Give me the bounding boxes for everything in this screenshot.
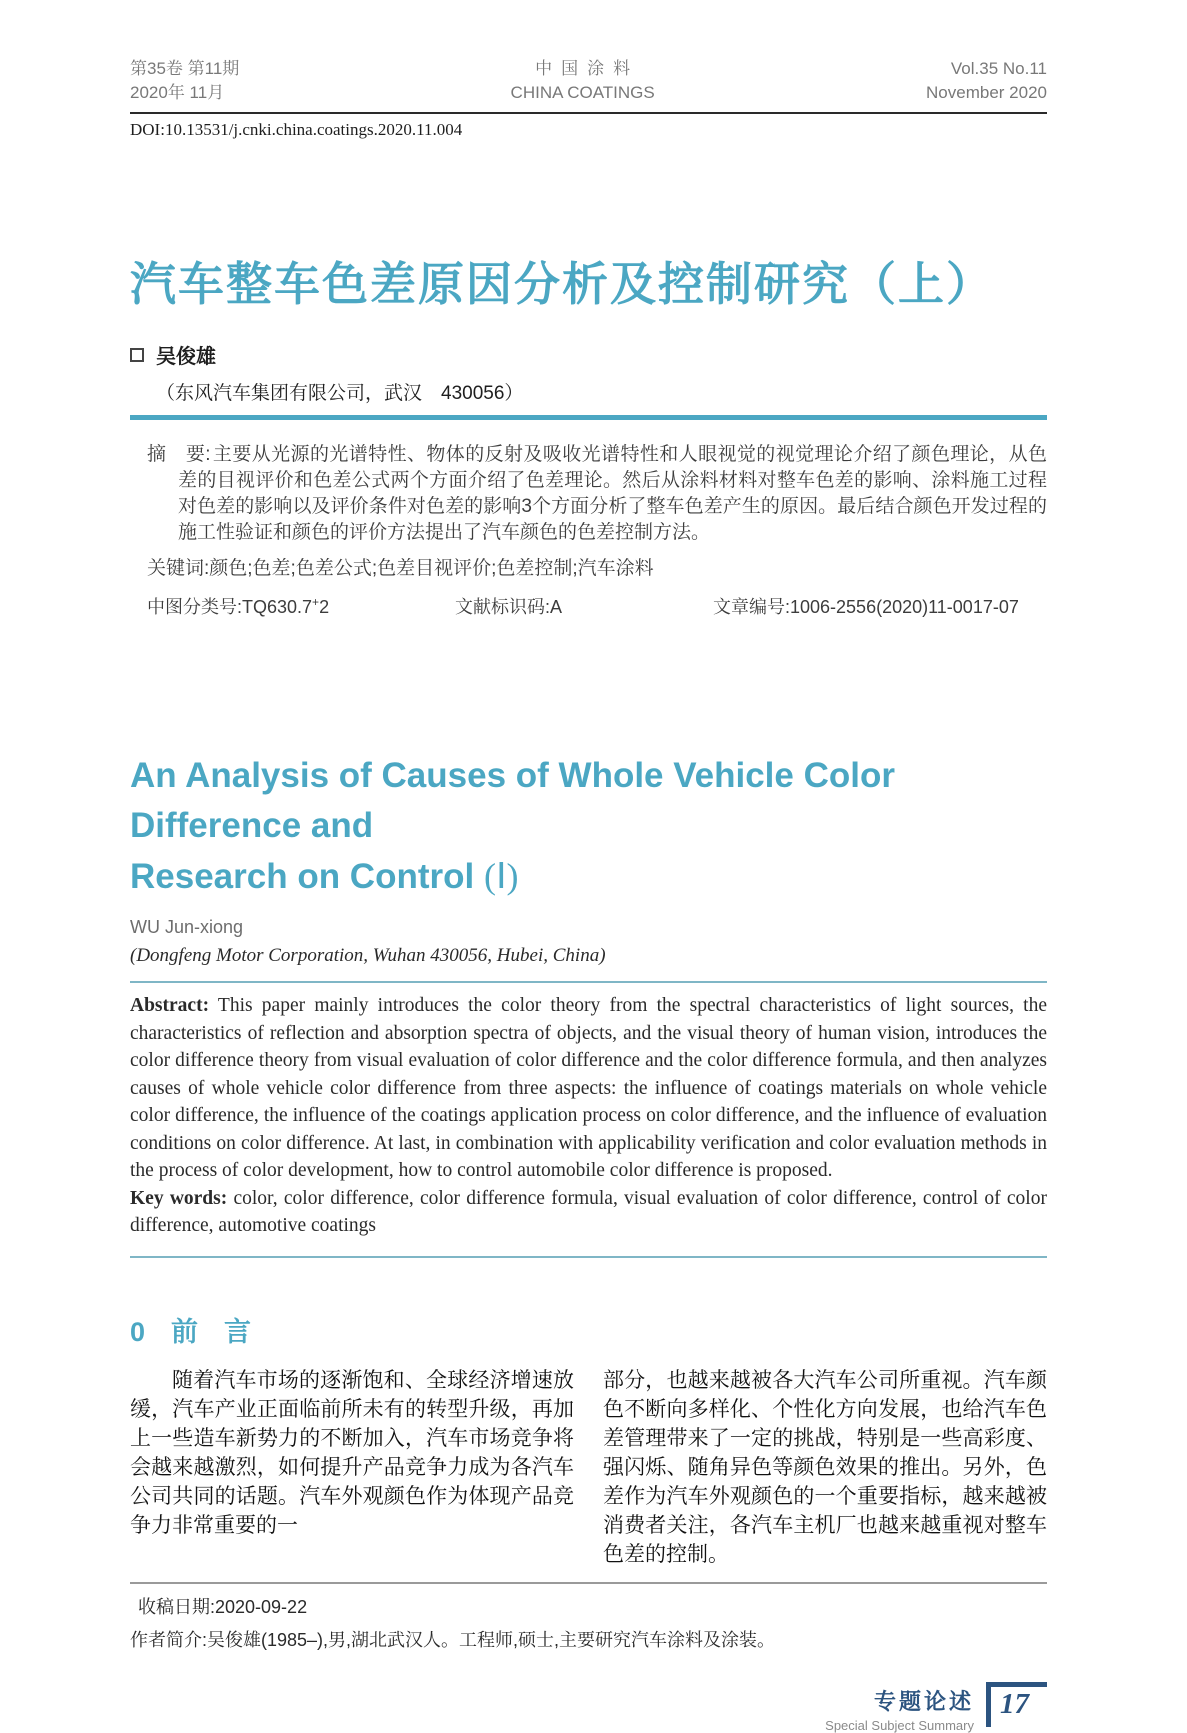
keywords-en (130, 1185, 1047, 1240)
title-en-line2: Research on Control (130, 857, 484, 896)
footnote-rule (130, 1582, 1047, 1584)
journal-header (130, 0, 1047, 105)
keywords-label-en: Key words: (130, 1187, 228, 1209)
header-right (926, 57, 1047, 105)
volume-issue-cn: 第35卷 第11期 (130, 59, 240, 78)
author-row (130, 340, 1047, 369)
keywords-label-cn: 关键词: (147, 558, 210, 579)
page-footer (130, 1682, 1047, 1733)
header-left (130, 57, 239, 105)
header-center (511, 57, 655, 105)
classification-row (130, 593, 1047, 619)
header-divider (130, 112, 1047, 114)
abstract-text-cn: 主要从光源的光谱特性、物体的反射及吸收光谱特性和人眼视觉的视觉理论介绍了颜色理论，从色差的目视评价和色差公式两个方面介绍了色差理论。然后从涂料材料对整车色差的影响、涂料施工过程对色差的影响以及评价条件对色差的影响3个方面分析了整车色差产生的原因。最后结合颜色开发过程的施工性验证和颜色的评价方法提出了汽车颜色的色差控制方法。 (178, 444, 1047, 543)
affiliation-cn: （东风汽车集团有限公司，武汉 430056） (156, 383, 524, 404)
page-number: 17 (1000, 1687, 1029, 1720)
keywords-cn (130, 553, 1047, 580)
journal-title-cn: 中国涂料 (535, 59, 640, 78)
author-square-icon (130, 348, 144, 362)
title-en-suffix: (Ⅰ) (483, 856, 519, 896)
column-name-cn: 专题论述 (873, 1688, 974, 1714)
keywords-text-cn: 颜色;色差;色差公式;色差目视评价;色差控制;汽车涂料 (209, 558, 654, 579)
section-title: 前言 (171, 1316, 278, 1347)
section-heading-intro (130, 1310, 1047, 1349)
clc-number (147, 593, 455, 619)
abstract-en (130, 992, 1047, 1185)
received-date: 收稿日期:2020-09-22 (138, 1596, 308, 1617)
article-number: 文章编号:1006-2556(2020)11-0017-07 (713, 597, 1019, 617)
author-name-en: WU Jun-xiong (130, 917, 244, 937)
document-code: 文献标识码:A (455, 597, 563, 617)
article-title-en (130, 751, 1047, 902)
doi: DOI:10.13531/j.cnki.china.coatings.2020.11.004 (130, 120, 463, 139)
author-bio: 作者简介:吴俊雄(1985–),男,湖北武汉人。工程师,硕士,主要研究汽车涂料及涂装。 (130, 1629, 776, 1650)
abstract-bottom-rule (130, 1256, 1047, 1258)
clc-label: 中图分类号:TQ630.7 (147, 597, 313, 617)
column-labels (825, 1682, 974, 1733)
volume-issue-en: Vol.35 No.11 (950, 59, 1047, 78)
intro-columns (130, 1366, 1047, 1569)
title-underline-bar (130, 415, 1047, 420)
date-en: November 2020 (926, 83, 1047, 102)
journal-title-en: CHINA COATINGS (510, 83, 655, 102)
page-number-bracket (986, 1682, 1047, 1727)
abstract-cn (130, 442, 1047, 546)
column-name-en: Special Subject Summary (825, 1717, 974, 1733)
author-name-cn: 吴俊雄 (156, 346, 216, 368)
keywords-text-en: color, color difference, color difference formula, visual evaluation of color difference, control of color difference, automotive coatings (130, 1187, 1047, 1236)
abstract-label-cn: 摘 要: (147, 444, 211, 465)
abstract-text-en: This paper mainly introduces the color theory from the spectral characteristics of light sources, the characteristics of reflection and absorption spectra of objects, and the visual theory of human vision, introduces the color difference theory from visual evaluation of color difference and the color difference formula, and then analyzes causes of whole vehicle color difference from three aspects: the influence of coatings materials on whole vehicle color difference, the influence of the coatings application process on color difference, and the influence of evaluation conditions on color difference. At last, in combination with applicability verification and color evaluation methods in the process of color development, how to control automobile color difference is proposed. (130, 995, 1047, 1181)
clc-tail: 2 (319, 597, 330, 617)
abstract-top-rule (130, 981, 1047, 983)
affiliation-en: (Dongfeng Motor Corporation, Wuhan 430056, Hubei, China) (130, 945, 606, 966)
abstract-label-en: Abstract: (130, 995, 210, 1016)
clc-superscript: + (312, 595, 320, 609)
title-en-line1: An Analysis of Causes of Whole Vehicle Color Difference and (130, 756, 895, 845)
intro-column-right: 部分，也越来越被各大汽车公司所重视。汽车颜色不断向多样化、个性化方向发展，也给汽车色差管理带来了一定的挑战，特别是一些高彩度、强闪烁、随角异色等颜色效果的推出。另外，色差作为汽车外观颜色的一个重要指标，越来越被消费者关注，各汽车主机厂也越来越重视对整车色差的控制。 (603, 1367, 1047, 1566)
intro-column-left: 随着汽车市场的逐渐饱和、全球经济增速放缓，汽车产业正面临前所未有的转型升级，再加上一些造车新势力的不断加入，汽车市场竞争将会越来越激烈，如何提升产品竞争力成为各汽车公司共同的话题。汽车外观颜色作为体现产品竞争力非常重要的一 (130, 1367, 574, 1537)
date-cn: 2020年 11月 (130, 83, 225, 102)
section-number: 0 (130, 1316, 146, 1347)
article-title-cn: 汽车整车色差原因分析及控制研究（上） (130, 258, 994, 310)
